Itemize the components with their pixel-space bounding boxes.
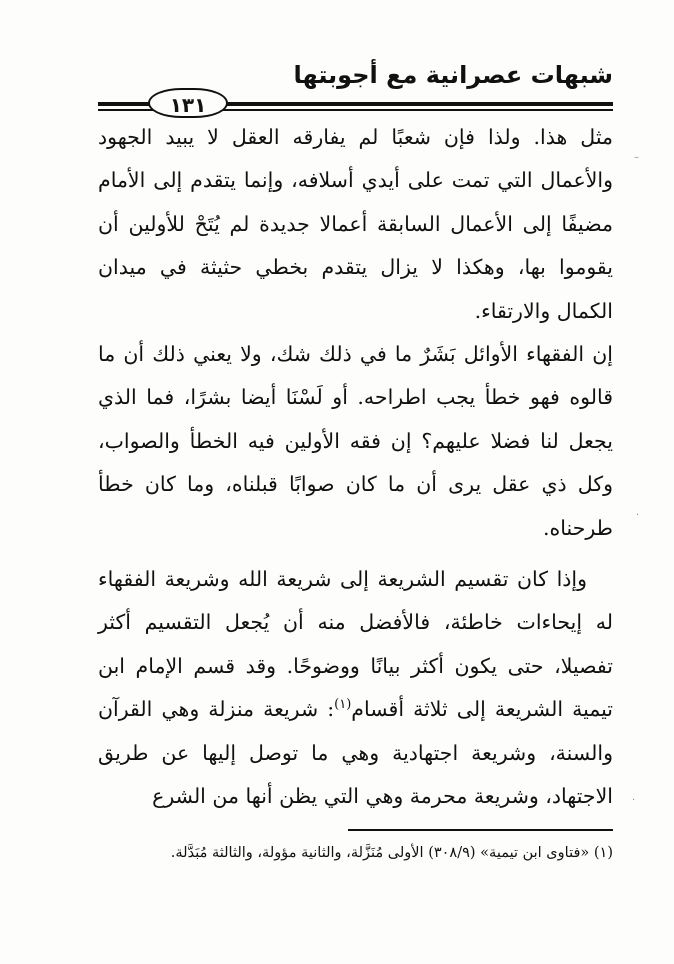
footnote-separator (348, 829, 613, 831)
paragraph-3 (98, 558, 613, 818)
paragraph-1: مثل هذا. ولذا فإن شعبًا لم يفارقه العقل لا يبيد الجهود والأعمال التي تمت على أيدي أسلافه، وإنما يتقدم إلى الأمام مضيفًا إلى الأعمال السابقة أعمالا جديدة لم يُتَحْ للأولين أن يقوموا بها، وهكذا لا يزال يتقدم بخطي حثيثة في ميدان الكمال والارتقاء. (98, 125, 613, 323)
paragraph-gap (98, 550, 613, 558)
running-header (98, 58, 613, 118)
page-number: ١٣١ (148, 88, 228, 118)
margin-speck: – (634, 152, 639, 163)
paragraph-2: إن الفقهاء الأوائل بَشَرٌ ما في ذلك شك، ولا يعني ذلك أن ما قالوه فهو خطأ يجب اطراحه. أو لَسْنَا أيضا بشرًا، فما الذي يجعل لنا فضلا عليهم؟ إن فقه الأولين فيه الخطأ والصواب، وكل ذي عقل يرى أن ما كان صوابًا قبلناه، وما كان خطأ طرحناه. (98, 342, 613, 540)
body-text (98, 116, 613, 819)
footnote: (١) «فتاوى ابن تيمية» (٣٠٨/٩) الأولى مُنَزَّلة، والثانية مؤولة، والثالثة مُبَدَّلة. (170, 845, 613, 861)
paragraph-3-after: : شريعة منزلة وهي القرآن والسنة، وشريعة اجتهادية وهي ما توصل إليها عن طريق الاجتهاد، وشريعة محرمة وهي التي يظن أنها من الشرع (98, 697, 613, 809)
footnote-reference: (١) (334, 697, 352, 713)
header-title: شبهات عصرانية مع أجوبتها (293, 61, 613, 89)
paragraph-3-before: وإذا كان تقسيم الشريعة إلى شريعة الله وشريعة الفقهاء له إيحاءات خاطئة، فالأفضل منه أن يُجعل التقسيم أكثر تفصيلا، حتى يكون أكثر بيانًا ووضوحًا. وقد قسم الإمام ابن تيمية الشريعة إلى ثلاثة أقسام (98, 567, 614, 722)
margin-speck: · (632, 795, 636, 806)
margin-speck: · (636, 510, 640, 521)
